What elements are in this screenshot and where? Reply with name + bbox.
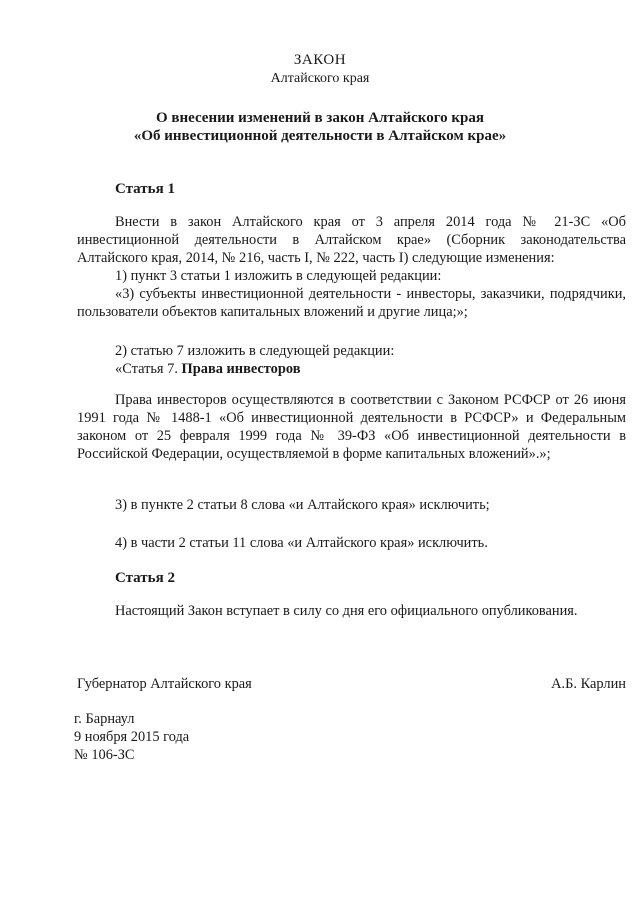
article1-item2-text-block	[77, 391, 626, 463]
article1-item3-block	[77, 496, 626, 514]
article1-item3: 3) в пункте 2 статьи 8 слова «и Алтайского края» исключить;	[115, 497, 490, 513]
article1-heading-block	[77, 180, 626, 198]
footer-number: № 106-ЗС	[74, 747, 135, 763]
document-title-line2: «Об инвестиционной деятельности в Алтайском крае»	[133, 128, 507, 144]
article1-heading: Статья 1	[115, 181, 175, 197]
article2-text: Настоящий Закон вступает в силу со дня его официального опубликования.	[115, 603, 578, 619]
article1-item2-block	[77, 342, 626, 378]
article1-item1: 1) пункт 3 статьи 1 изложить в следующей редакции:	[115, 268, 442, 284]
document-title-line1: О внесении изменений в закон Алтайского края	[155, 110, 485, 126]
footer-date: 9 ноября 2015 года	[74, 729, 190, 745]
article2-text-block	[77, 602, 626, 620]
signature-position: Губернатор Алтайского края	[77, 676, 252, 692]
article1-intro-block	[77, 213, 626, 321]
article2-heading-block	[77, 569, 626, 587]
article1-intro: Внести в закон Алтайского края от 3 апреля 2014 года № 21-ЗС «Об инвестиционной деятельности в Алтайском крае» (Сборник законодательства Алтайского края, 2014, № 216, часть I, № 222, часть I) следующие изменения:	[77, 214, 626, 266]
article1-item2: 2) статью 7 изложить в следующей редакции:	[115, 343, 395, 359]
article1-item4-block	[77, 534, 626, 552]
article1-item2-heading	[77, 360, 626, 378]
footer-city: г. Барнаул	[74, 711, 135, 727]
document-footer	[74, 710, 189, 764]
article1-item2-text: Права инвесторов осуществляются в соответствии с Законом РСФСР от 26 июня 1991 года № 1488-1 «Об инвестиционной деятельности в РСФСР» и Федеральным законом от 25 февраля 1999 года № 39-ФЗ «Об инвестиционной деятельности в Российской Федерации, осуществляемой в форме капитальных вложений».»;	[77, 392, 626, 462]
signature-name: А.Б. Карлин	[551, 676, 626, 692]
document-region: Алтайского края	[270, 71, 370, 86]
article2-heading: Статья 2	[115, 570, 175, 586]
article1-item4: 4) в части 2 статьи 11 слова «и Алтайского края» исключить.	[115, 535, 488, 551]
article1-item2-title: Права инвесторов	[181, 361, 301, 377]
article1-item2-prefix: «Статья 7.	[115, 361, 182, 377]
document-type: ЗАКОН	[293, 52, 347, 68]
article1-item1-text: «3) субъекты инвестиционной деятельности - инвесторы, заказчики, подрядчики, пользователи объектов капитальных вложений и другие лица;»;	[77, 286, 626, 320]
